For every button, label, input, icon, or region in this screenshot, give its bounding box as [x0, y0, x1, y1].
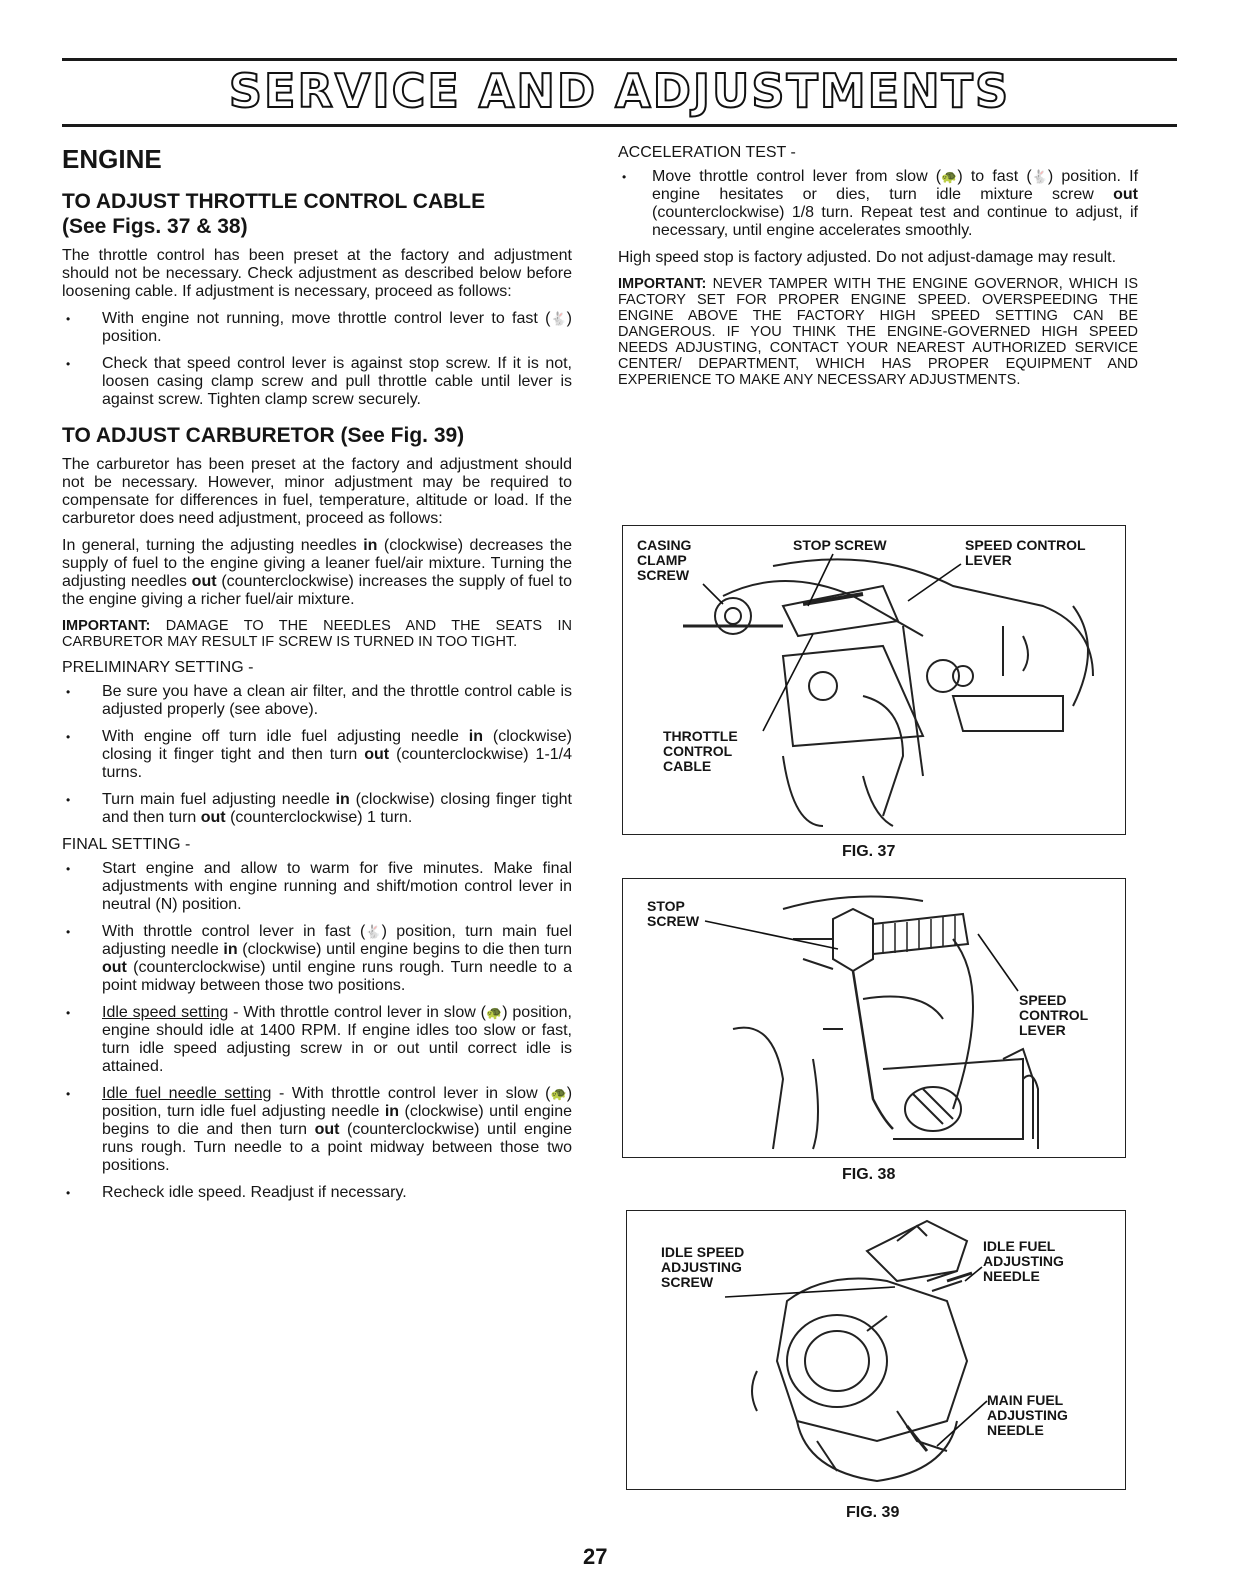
- stop-screw-label: STOP SCREW: [793, 537, 887, 553]
- list-item: • Recheck idle speed. Readjust if necessary.: [66, 1184, 407, 1201]
- list-item: • With engine not running, move throttle control lever to fast (🐇) position.: [66, 310, 572, 345]
- right-column: [618, 144, 1138, 397]
- throttle-control-cable-label: THROTTLE CONTROL CABLE: [663, 728, 738, 774]
- list-item: • With throttle control lever in fast (🐇) position, turn main fuel adjusting needle in (clockwise) until engine begins to die then turn out (counterclockwise) until engine runs rough. Turn needle to a point midway between those two positions.: [66, 923, 573, 994]
- final-setting-title: FINAL SETTING -: [62, 836, 191, 853]
- figure-38: [622, 878, 1126, 1158]
- throttle-intro: The throttle control has been preset at the factory and adjustment should not be necessary. Check adjustment as described below before loosening cable. If adjustment is necessary, proceed as follows:: [62, 247, 572, 300]
- speed-control-lever-label: SPEED CONTROL LEVER: [965, 537, 1086, 568]
- casing-clamp-screw-label: CASING CLAMP SCREW: [637, 537, 692, 583]
- rabbit-icon: 🐇: [550, 311, 567, 326]
- governor-important: IMPORTANT: NEVER TAMPER WITH THE ENGINE GOVERNOR, WHICH IS FACTORY SET FOR PROPER ENGINE SPEED. OVERSPEEDING THE ENGINE ABOVE THE FACTORY HIGH SPEED SETTING CAN BE DANGEROUS. IF YOU THINK THE ENGINE-GOVERNED HIGH SPEED NEEDS ADJUSTING, CONTACT YOUR NEAREST AUTHORIZED SERVICE CENTER/ DEPARTMENT, WHICH HAS PROPER EQUIPMENT AND EXPERIENCE TO MAKE ANY NECESSARY ADJUSTMENTS.: [618, 276, 1138, 388]
- list-item: • Turn main fuel adjusting needle in (clockwise) closing finger tight and then turn out (counterclockwise) 1 turn.: [66, 791, 572, 826]
- figure-37-caption: FIG. 37: [842, 843, 896, 860]
- throttle-heading: [62, 189, 572, 239]
- carburetor-general: In general, turning the adjusting needles in (clockwise) decreases the supply of fuel to the engine giving a leaner fuel/air mixture. Turning the adjusting needles out (counterclockwise) increases the supply of fuel to the engine giving a richer fuel/air mixture.: [62, 537, 573, 608]
- idle-fuel-adjusting-needle-label: IDLE FUEL ADJUSTING NEEDLE: [983, 1238, 1064, 1284]
- top-rule: [62, 58, 1177, 61]
- title-rule: [62, 124, 1177, 127]
- idle-speed-adjusting-screw-label: IDLE SPEED ADJUSTING SCREW: [661, 1244, 745, 1290]
- throttle-heading-line-1: TO ADJUST THROTTLE CONTROL CABLE: [62, 190, 486, 213]
- acceleration-steps: [618, 168, 1138, 240]
- preliminary-setting-title: PRELIMINARY SETTING -: [62, 659, 254, 676]
- figure-37-drawing: [623, 526, 1125, 834]
- final-steps: [62, 860, 572, 1202]
- preliminary-steps: [62, 683, 572, 827]
- left-column: [62, 144, 572, 1211]
- turtle-icon: 🐢: [486, 1005, 503, 1020]
- rabbit-icon: 🐇: [1031, 169, 1048, 184]
- figure-39: [626, 1210, 1126, 1490]
- turtle-icon: 🐢: [550, 1086, 567, 1101]
- section-heading: ENGINE: [62, 144, 162, 174]
- stop-screw-label: STOP SCREW: [647, 898, 700, 929]
- rabbit-icon: 🐇: [365, 924, 382, 939]
- figure-38-caption: FIG. 38: [842, 1166, 896, 1183]
- list-item: • Idle fuel needle setting - With throttle control lever in slow (🐢) position, turn idle fuel adjusting needle in (clockwise) until engine begins to die and then turn out (counterclockwise) until engine runs rough. Turn needle to a point midway between those two positions.: [66, 1085, 573, 1174]
- figure-37: [622, 525, 1126, 835]
- page-title: SERVICE AND ADJUSTMENTS: [228, 64, 1011, 118]
- list-item: • Check that speed control lever is against stop screw. If it is not, loosen casing clamp screw and pull throttle cable until lever is against screw. Tighten clamp screw securely.: [66, 355, 572, 408]
- carburetor-intro: The carburetor has been preset at the factory and adjustment should not be necessary. However, minor adjustment may be required to compensate for differences in fuel, temperature, altitude or load. If the carburetor does need adjustment, proceed as follows:: [62, 456, 572, 527]
- carburetor-important: IMPORTANT: DAMAGE TO THE NEEDLES AND THE SEATS IN CARBURETOR MAY RESULT IF SCREW IS TURNED IN TOO TIGHT.: [62, 618, 572, 650]
- main-fuel-adjusting-needle-label: MAIN FUEL ADJUSTING NEEDLE: [987, 1392, 1068, 1438]
- list-item: • Start engine and allow to warm for five minutes. Make final adjustments with engine running and shift/motion control lever in neutral (N) position.: [66, 860, 572, 913]
- throttle-heading-line-2: (See Figs. 37 & 38): [62, 215, 248, 238]
- list-item: • Idle speed setting - With throttle control lever in slow (🐢) position, engine should idle at 1400 RPM. If engine idles too slow or fast, turn idle speed adjusting screw in or out until correct idle is attained.: [66, 1004, 572, 1075]
- list-item: • With engine off turn idle fuel adjusting needle in (clockwise) closing it finger tight and then turn out (counterclockwise) 1-1/4 turns.: [66, 728, 573, 781]
- page-number: 27: [583, 1544, 608, 1569]
- carburetor-heading: TO ADJUST CARBURETOR (See Fig. 39): [62, 424, 465, 447]
- list-item: • Be sure you have a clean air filter, and the throttle control cable is adjusted properly (see above).: [66, 683, 572, 718]
- acceleration-test-title: ACCELERATION TEST -: [618, 144, 796, 161]
- list-item: • Move throttle control lever from slow (🐢) to fast (🐇) position. If engine hesitates or dies, turn idle mixture screw out (counterclockwise) 1/8 turn. Repeat test and continue to adjust, if necessary, until engine accelerates smoothly.: [622, 168, 1139, 239]
- figure-39-caption: FIG. 39: [846, 1504, 900, 1521]
- speed-control-lever-label: SPEED CONTROL LEVER: [1019, 992, 1089, 1038]
- high-speed-note: High speed stop is factory adjusted. Do not adjust-damage may result.: [618, 249, 1117, 266]
- throttle-steps: [62, 310, 572, 409]
- turtle-icon: 🐢: [941, 169, 958, 184]
